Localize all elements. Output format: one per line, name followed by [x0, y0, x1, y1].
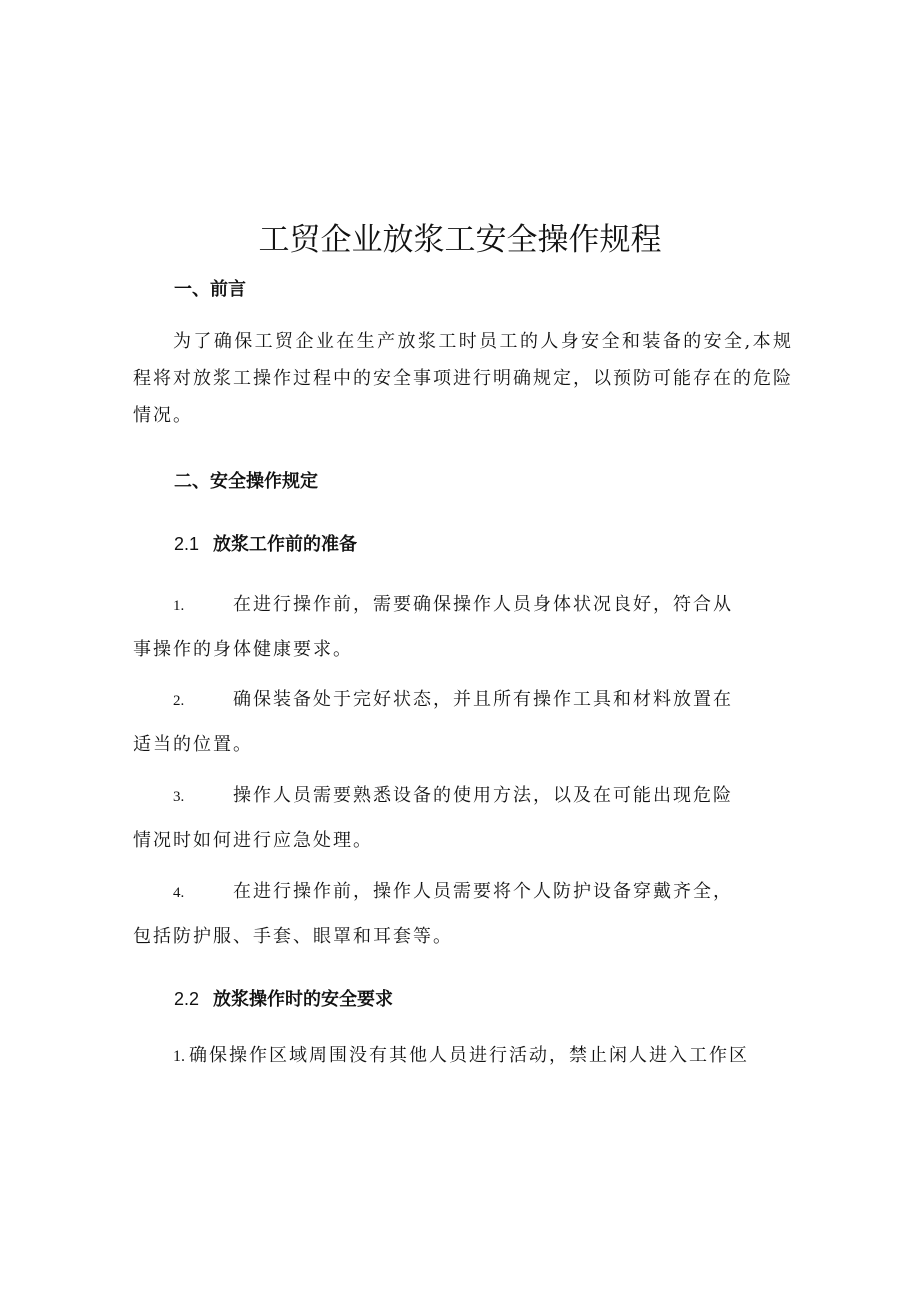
list-item-number: 2. — [173, 693, 185, 709]
list-item-number: 4. — [173, 885, 185, 901]
subsection-heading-preparation — [174, 530, 357, 556]
subsection-number: 2.1 — [174, 534, 200, 554]
list-item — [133, 774, 743, 863]
section-heading-safety-rules: 二、安全操作规定 — [174, 471, 318, 492]
subsection-title: 放浆工作前的准备 — [213, 534, 358, 555]
list-item-text-line1: 操作人员需要熟悉设备的使用方法，以及在可能出现危险 — [233, 785, 733, 806]
list-item-text-line1: 确保装备处于完好状态，并且所有操作工具和材料放置在 — [233, 689, 733, 710]
subsection-title: 放浆操作时的安全要求 — [213, 989, 394, 1010]
list-item-text-line2: 包括防护服、手套、眼罩和耳套等。 — [133, 926, 453, 947]
list-item-text-line1: 在进行操作前，需要确保操作人员身体状况良好，符合从 — [233, 594, 733, 615]
section-heading-preface: 一、前言 — [174, 279, 246, 300]
list-item-text-line2: 适当的位置。 — [133, 734, 253, 755]
list-item-text-line2: 事操作的身体健康要求。 — [133, 639, 353, 660]
list-item-text: 确保操作区域周围没有其他人员进行活动，禁止闲人进入工作区 — [189, 1045, 749, 1066]
list-item — [173, 1041, 813, 1072]
list-item-text-line2: 情况时如何进行应急处理。 — [133, 830, 373, 851]
preface-paragraph: 为了确保工贸企业在生产放浆工时员工的人身安全和装备的安全,本规程将对放浆工操作过程中的安全事项进行明确规定，以预防可能存在的危险情况。 — [133, 331, 793, 426]
subsection-heading-operation-safety — [174, 985, 393, 1011]
list-item — [133, 678, 743, 767]
list-item — [133, 870, 743, 959]
subsection-number: 2.2 — [174, 989, 200, 1009]
list-item — [133, 583, 743, 672]
document-title: 工贸企业放浆工安全操作规程 — [258, 222, 662, 258]
list-item-number: 3. — [173, 789, 185, 805]
list-item-text-line1: 在进行操作前，操作人员需要将个人防护设备穿戴齐全， — [233, 881, 733, 902]
list-item-number: 1. — [173, 1048, 185, 1065]
list-item-number: 1. — [173, 598, 185, 614]
